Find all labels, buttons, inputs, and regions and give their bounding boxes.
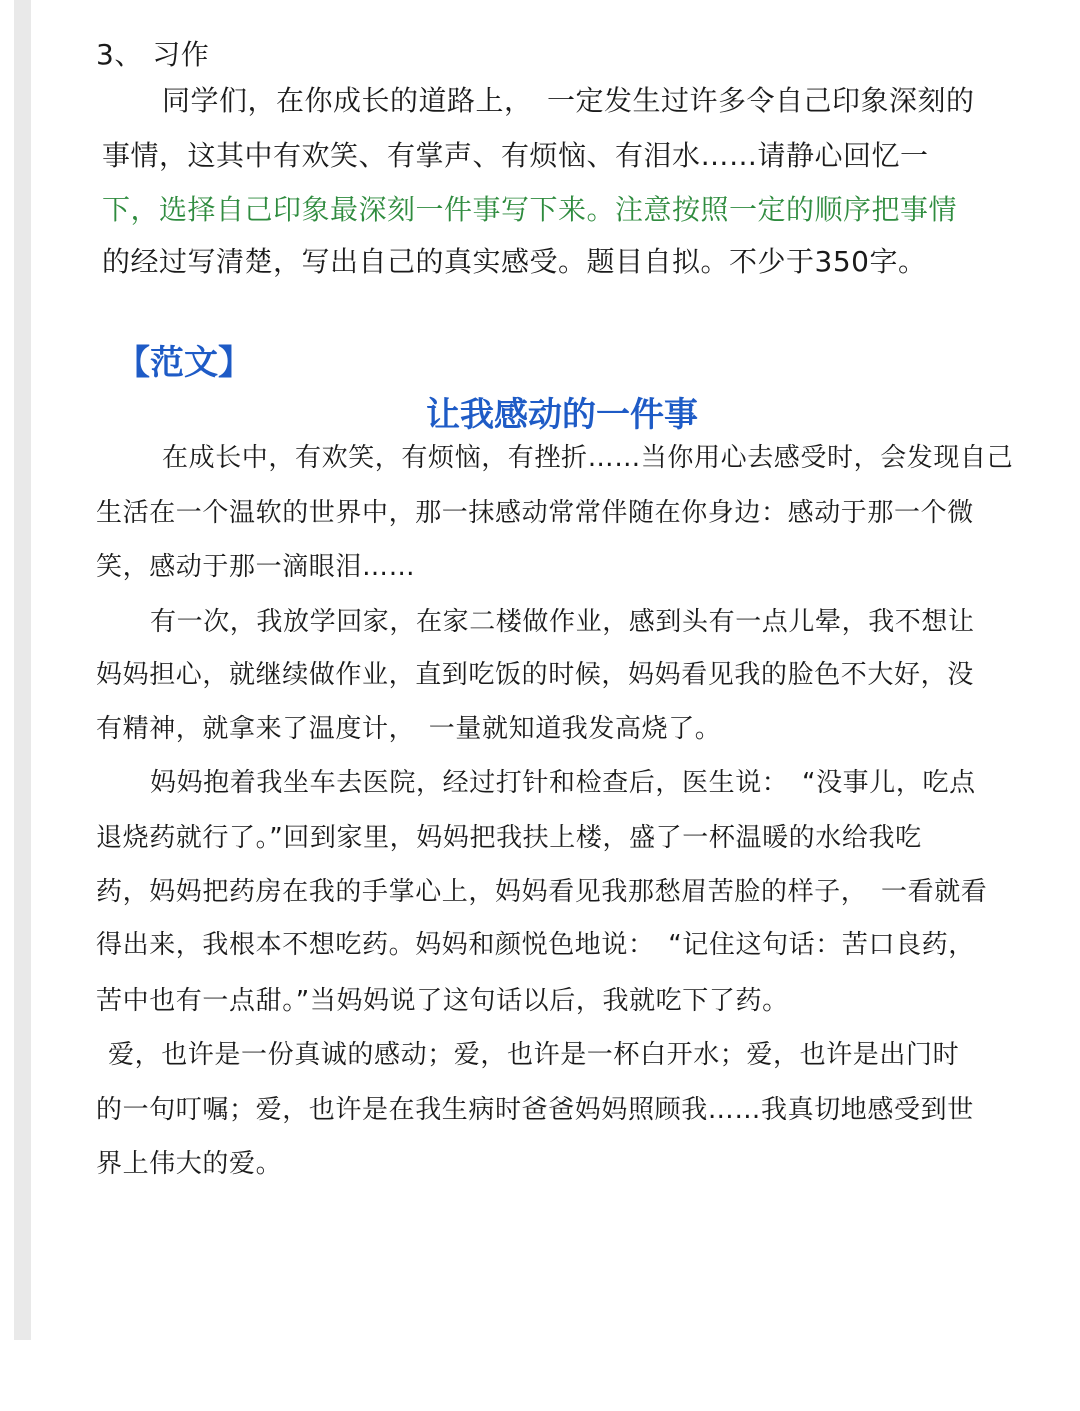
essay-line: 妈妈担心，就继续做作业，直到吃饭的时候，妈妈看见我的脸色不大好，没 (96, 660, 974, 690)
assignment-line: 的经过写清楚，写出自己的真实感受。题目自拟。不少于350字。 (102, 245, 927, 278)
essay-line: 得出来，我根本不想吃药。妈妈和颜悦色地说： “记住这句话：苦口良药， (96, 930, 975, 960)
essay-line: 退烧药就行了。”回到家里，妈妈把我扶上楼，盛了一杯温暖的水给我吃 (96, 823, 922, 853)
essay-line: 界上伟大的爱。 (96, 1149, 283, 1179)
assignment-line-highlight: 下，选择自己印象最深刻一件事写下来。注意按照一定的顺序把事情 (102, 193, 958, 226)
essay-line: 笑，感动于那一滴眼泪…… (96, 552, 416, 582)
sample-essay-label: 【范文】 (116, 343, 252, 383)
essay-line: 爱，也许是一份真诚的感动；爱，也许是一杯白开水；爱，也许是出门时 (108, 1040, 960, 1070)
page-left-margin-bar (14, 0, 31, 1340)
essay-line: 药，妈妈把药房在我的手掌心上，妈妈看见我那愁眉苦脸的样子， 一看就看 (96, 877, 988, 907)
assignment-line: 同学们，在你成长的道路上， 一定发生过许多令自己印象深刻的 (162, 84, 975, 117)
essay-title: 让我感动的一件事 (426, 395, 698, 435)
essay-line: 在成长中，有欢笑，有烦恼，有挫折……当你用心去感受时，会发现自己 (162, 443, 1014, 473)
essay-line: 生活在一个温软的世界中，那一抹感动常常伴随在你身边：感动于那一个微 (96, 498, 974, 528)
essay-line: 有一次，我放学回家，在家二楼做作业，感到头有一点儿晕，我不想让 (150, 607, 975, 637)
essay-line: 的一句叮嘱；爱，也许是在我生病时爸爸妈妈照顾我……我真切地感受到世 (96, 1095, 974, 1125)
essay-line: 有精神，就拿来了温度计， 一量就知道我发高烧了。 (96, 714, 722, 744)
essay-line: 妈妈抱着我坐车去医院，经过打针和检查后，医生说： “没事儿，吃点 (150, 768, 976, 798)
assignment-line: 事情，这其中有欢笑、有掌声、有烦恼、有泪水……请静心回忆一 (102, 139, 929, 172)
essay-line: 苦中也有一点甜。”当妈妈说了这句话以后，我就吃下了药。 (96, 986, 789, 1016)
assignment-heading: 3、 习作 (96, 38, 210, 71)
